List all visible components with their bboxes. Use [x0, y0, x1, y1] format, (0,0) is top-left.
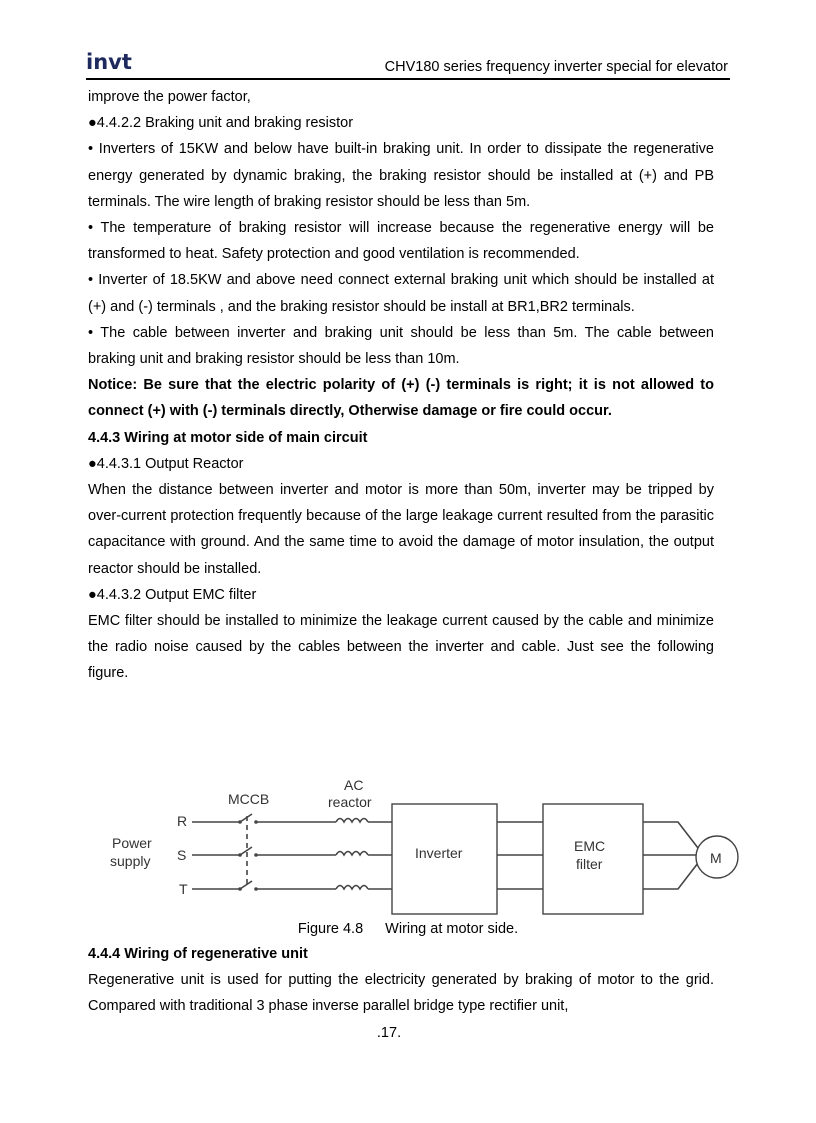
paragraph: Regenerative unit is used for putting the electricity generated by braking of motor to the grid. Compared with traditional 3 phase inverse parallel bridge type rectifier unit, [88, 972, 714, 1015]
body-text [88, 84, 714, 687]
header-divider [86, 78, 730, 80]
filter-label: filter [576, 856, 603, 872]
subsection-heading: ●4.4.3.1 Output Reactor [88, 455, 244, 472]
reactor-label: reactor [328, 794, 372, 810]
body-text-bottom [88, 941, 714, 1020]
ac-label: AC [344, 777, 364, 793]
paragraph: When the distance between inverter and motor is more than 50m, inverter may be tripped by over-current protection frequently because of the large leakage current resulted from the parasitic capacitance with ground. And the same time to avoid the damage of motor insulation, the output reactor should be installed. [88, 482, 714, 577]
paragraph: • Inverters of 15KW and below have built-in braking unit. In order to dissipate the regenerative energy generated by dynamic braking, the braking resistor should be installed at (+) and PB terminals. The wire length of braking resistor should be less than 5m. [88, 141, 714, 210]
mccb-label: MCCB [228, 791, 270, 807]
phase-s-label: S [177, 847, 187, 863]
section-heading: 4.4.4 Wiring of regenerative unit [88, 946, 308, 962]
figure-number: Figure 4.8 [297, 921, 364, 937]
power-label: Power [112, 835, 152, 851]
figure-title: Wiring at motor side. [385, 921, 519, 937]
emc-label: EMC [574, 838, 606, 854]
wiring-diagram [100, 776, 740, 916]
motor-label: M [710, 850, 722, 866]
section-heading: 4.4.3 Wiring at motor side of main circuit [88, 429, 368, 446]
header-title: CHV180 series frequency inverter special for elevator [384, 59, 728, 75]
paragraph: • The cable between inverter and braking unit should be less than 5m. The cable between braking unit and braking resistor should be less than 10m. [88, 324, 714, 368]
paragraph: • Inverter of 18.5KW and above need connect external braking unit which should be installed at (+) and (-) terminals , and the braking resistor should be install at BR1,BR2 terminals. [88, 272, 714, 315]
supply-label: supply [110, 853, 151, 869]
paragraph: improve the power factor, [88, 89, 251, 105]
subsection-heading: ●4.4.2.2 Braking unit and braking resistor [88, 115, 354, 132]
phase-r-label: R [177, 813, 188, 829]
logo-text: invt [86, 50, 132, 74]
notice-paragraph: Notice: Be sure that the electric polarity of (+) (-) terminals is right; it is not allowed to connect (+) with (-) terminals directly, Otherwise damage or fire could occur. [88, 377, 714, 420]
inverter-label: Inverter [415, 845, 463, 861]
phase-t-label: T [179, 881, 188, 897]
paragraph: • The temperature of braking resistor will increase because the regenerative energy will be transformed to heat. Safety protection and good ventilation is recommended. [88, 220, 714, 263]
figure-caption [0, 919, 816, 939]
invt-logo [86, 50, 132, 74]
paragraph: EMC filter should be installed to minimize the leakage current caused by the cable and minimize the radio noise caused by the cables between the inverter and cable. Just see the following figure. [88, 613, 714, 682]
page-number: .17. [376, 1025, 402, 1041]
subsection-heading: ●4.4.3.2 Output EMC filter [88, 586, 257, 603]
